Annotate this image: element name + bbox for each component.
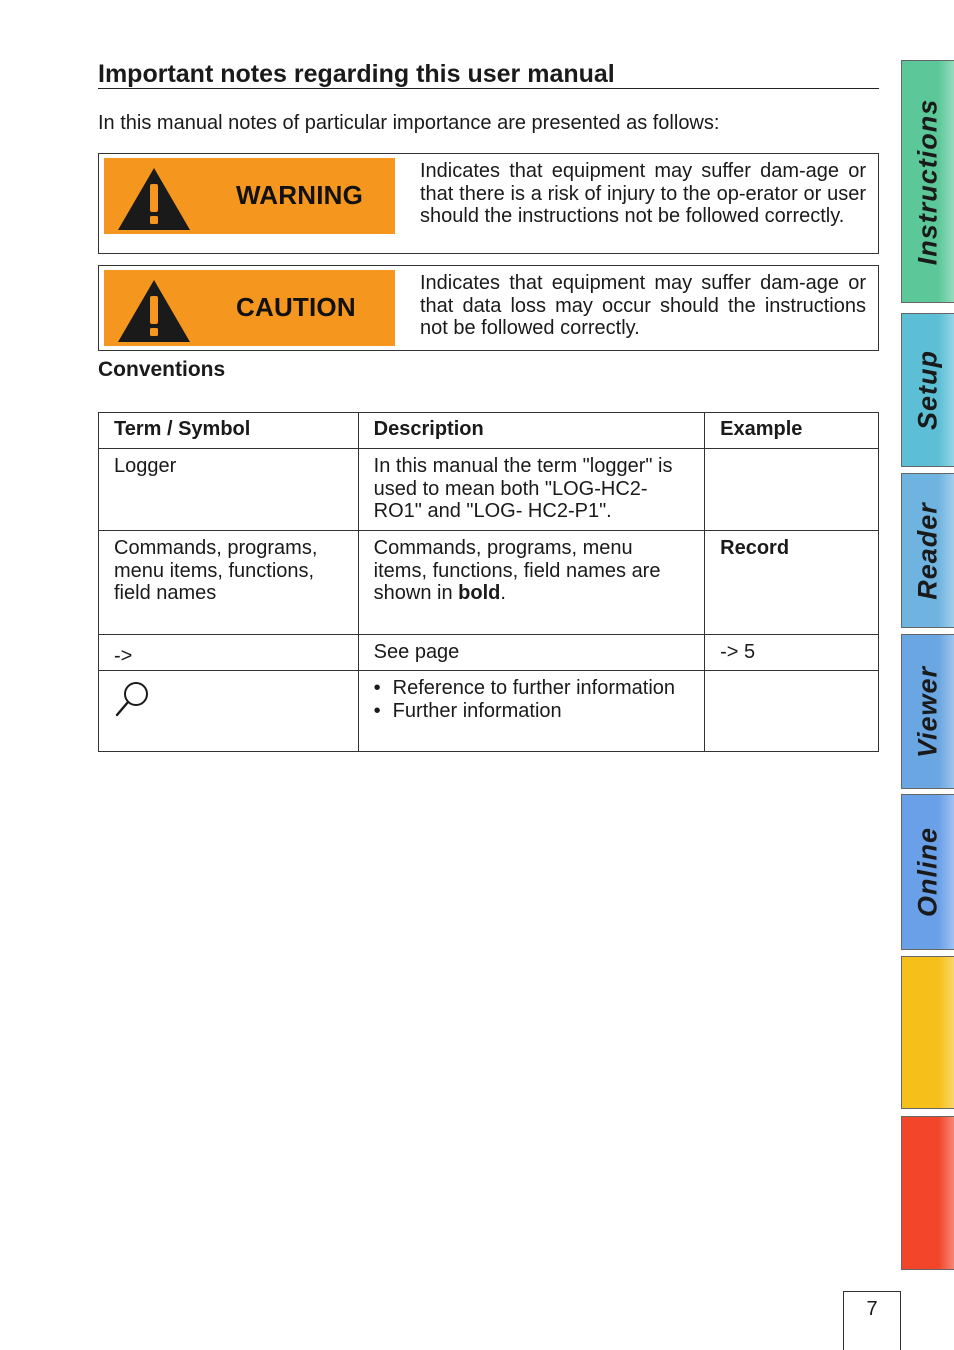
table-row bbox=[99, 671, 879, 752]
warning-notice bbox=[98, 153, 879, 254]
example-cell bbox=[705, 671, 879, 752]
tab-label: Setup bbox=[912, 349, 943, 431]
description-cell: In this manual the term "logger" is used to mean both "LOG-HC2-RO1" and "LOG- HC2-P1". bbox=[358, 449, 704, 531]
term-cell: -> bbox=[99, 635, 359, 671]
warning-description: Indicates that equipment may suffer dam-age or that there is a risk of injury to the op-erator or user should the instructions not be followed correctly. bbox=[420, 160, 866, 227]
column-header: Description bbox=[358, 413, 704, 449]
example-cell: Record bbox=[705, 531, 879, 635]
list-item-text: Further information bbox=[392, 699, 562, 722]
list-item bbox=[374, 700, 690, 723]
example-cell: -> 5 bbox=[705, 635, 879, 671]
conventions-heading: Conventions bbox=[98, 358, 226, 381]
column-header: Term / Symbol bbox=[99, 413, 359, 449]
tab-red[interactable] bbox=[901, 1116, 954, 1270]
magnifier-icon bbox=[114, 679, 154, 719]
page-title: Important notes regarding this user manual bbox=[98, 60, 879, 89]
warning-label: WARNING bbox=[236, 180, 364, 210]
page-number: 7 bbox=[843, 1291, 901, 1350]
list-item bbox=[374, 677, 690, 700]
warning-triangle-icon bbox=[116, 278, 192, 344]
table-header-row bbox=[99, 413, 879, 449]
caution-label-box bbox=[104, 270, 395, 346]
description-text: Commands, programs, menu items, functions, field names are shown in bbox=[373, 537, 661, 604]
description-cell bbox=[358, 531, 704, 635]
tab-online[interactable] bbox=[901, 794, 954, 950]
term-cell: Logger bbox=[99, 449, 359, 531]
conventions-table bbox=[98, 412, 879, 752]
tab-viewer[interactable] bbox=[901, 634, 954, 789]
tab-setup[interactable] bbox=[901, 313, 954, 467]
description-cell: See page bbox=[358, 635, 704, 671]
warning-triangle-icon bbox=[116, 166, 192, 232]
description-suffix: . bbox=[500, 582, 506, 604]
tab-label: Reader bbox=[912, 501, 943, 600]
tab-reader[interactable] bbox=[901, 473, 954, 628]
intro-text: In this manual notes of particular importance are presented as follows: bbox=[98, 112, 720, 134]
bullet: • bbox=[373, 699, 381, 722]
tab-label: Online bbox=[912, 826, 943, 918]
bullet: • bbox=[373, 677, 381, 699]
tab-label: Viewer bbox=[912, 665, 943, 758]
term-cell bbox=[99, 671, 359, 752]
caution-description: Indicates that equipment may suffer dam-age or that data loss may occur should the instructions not be followed correctly. bbox=[420, 272, 866, 339]
column-header: Example bbox=[705, 413, 879, 449]
list-item-text: Reference to further information bbox=[392, 677, 676, 699]
description-bold-text: bold bbox=[458, 582, 501, 604]
table-row bbox=[99, 635, 879, 671]
description-cell bbox=[358, 671, 704, 752]
example-cell bbox=[705, 449, 879, 531]
table-row bbox=[99, 449, 879, 531]
table-row bbox=[99, 531, 879, 635]
tab-label: Instructions bbox=[912, 98, 943, 265]
tab-yellow[interactable] bbox=[901, 956, 954, 1109]
tab-instructions[interactable] bbox=[901, 60, 954, 303]
caution-label: CAUTION bbox=[236, 292, 356, 322]
warning-label-box bbox=[104, 158, 395, 234]
caution-notice bbox=[98, 265, 879, 351]
term-cell: Commands, programs, menu items, functions, field names bbox=[99, 531, 359, 635]
